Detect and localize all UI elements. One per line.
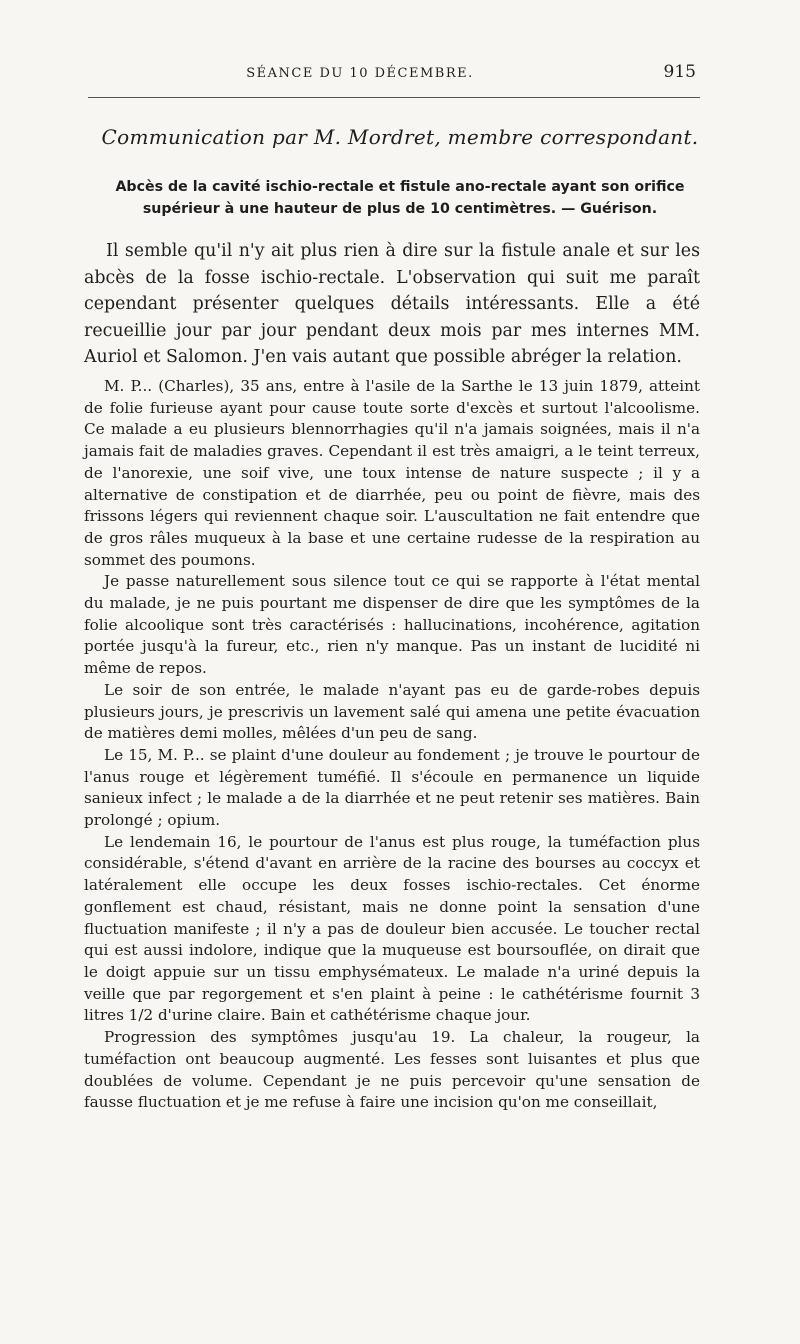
header-rule — [88, 97, 700, 98]
paragraph-1: M. P... (Charles), 35 ans, entre à l'asile de la Sarthe le 13 juin 1879, atteint de folie furieuse ayant pour cause toute sorte d'excès et surtout l'alcoolisme. Ce malade a eu plusieurs blennorrhagies qu'il n'a jamais soignées, mais il n'a jamais fait de maladies graves. Cependant il est très amaigri, a le teint terreux, de l'anorexie, une soif vive, une toux intense de nature suspecte ; il y a alternative de constipation et de diarrhée, peu ou point de fièvre, mais des frissons légers qui reviennent chaque soir. L'auscultation ne fait entendre que de gros râles muqueux à la base et une certaine rudesse de la respiration au sommet des poumons. — [84, 377, 700, 569]
body-text — [84, 376, 700, 1114]
paragraph-2: Je passe naturellement sous silence tout ce qui se rapporte à l'état mental du malade, je ne puis pourtant me dispenser de dire que les symptômes de la folie alcoolique sont très caractérisés : hallucinations, incohérence, agitation portée jusqu'à la fureur, etc., rien n'y manque. Pas un instant de lucidité ni même de repos. — [84, 572, 700, 678]
paragraph-4: Le 15, M. P... se plaint d'une douleur au fondement ; je trouve le pourtour de l'anus rouge et légèrement tuméfié. Il s'écoule en permanence un liquide sanieux infect ; le malade a de la diarrhée et ne peut retenir ses matières. Bain prolongé ; opium. — [84, 745, 700, 830]
article-title: Abcès de la cavité ischio-rectale et fistule ano-rectale ayant son orifice supérieur à une hauteur de plus de 10 centimètres. — Guérison. — [115, 179, 685, 217]
paragraph-3: Le soir de son entrée, le malade n'ayant pas eu de garde-robes depuis plusieurs jours, je prescrivis un lavement salé qui amena une petite évacuation de matières demi molles, mêlées d'un peu de sang. — [84, 680, 700, 743]
running-title: SÉANCE DU 10 DÉCEMBRE. — [246, 66, 474, 81]
paragraph-6: Progression des symptômes jusqu'au 19. La chaleur, la rougeur, la tuméfaction ont beaucoup augmenté. Les fesses sont luisantes et plus que doublées de volume. Cependant je ne puis percevoir qu'une sensation de fausse fluctuation et je me refuse à faire une incision qu'on me conseillait, — [84, 1028, 700, 1112]
intro-paragraph: Il semble qu'il n'y ait plus rien à dire sur la fistule anale et sur les abcès de la fosse ischio-rectale. L'observation qui suit me paraît cependant présenter quelques détails intéressants. Elle a été recueillie jour par jour pendant deux mois par mes internes MM. Auriol et Salomon. J'en vais autant que possible abréger la relation. — [84, 241, 700, 367]
paragraph-5: Le lendemain 16, le pourtour de l'anus est plus rouge, la tuméfaction plus considérable, s'étend d'avant en arrière de la racine des bourses au coccyx et latéralement elle occupe les deux fosses ischio-rectales. Cet énorme gonflement est chaud, résistant, mais ne donne point la sensation d'une fluctuation manifeste ; il n'y a pas de douleur bien accusée. Le toucher rectal qui est aussi indolore, indique que la muqueuse est boursouflée, on dirait que le doigt appuie sur un tissu emphysémateux. Le malade n'a uriné depuis la veille que par regorgement et s'en plaint à peine : le cathétérisme fournit 3 litres 1/2 d'urine claire. Bain et cathétérisme chaque jour. — [84, 832, 700, 1025]
running-head — [100, 62, 700, 86]
section-title: Communication par M. Mordret, membre correspondant. — [101, 125, 699, 149]
page-number: 915 — [663, 62, 696, 82]
